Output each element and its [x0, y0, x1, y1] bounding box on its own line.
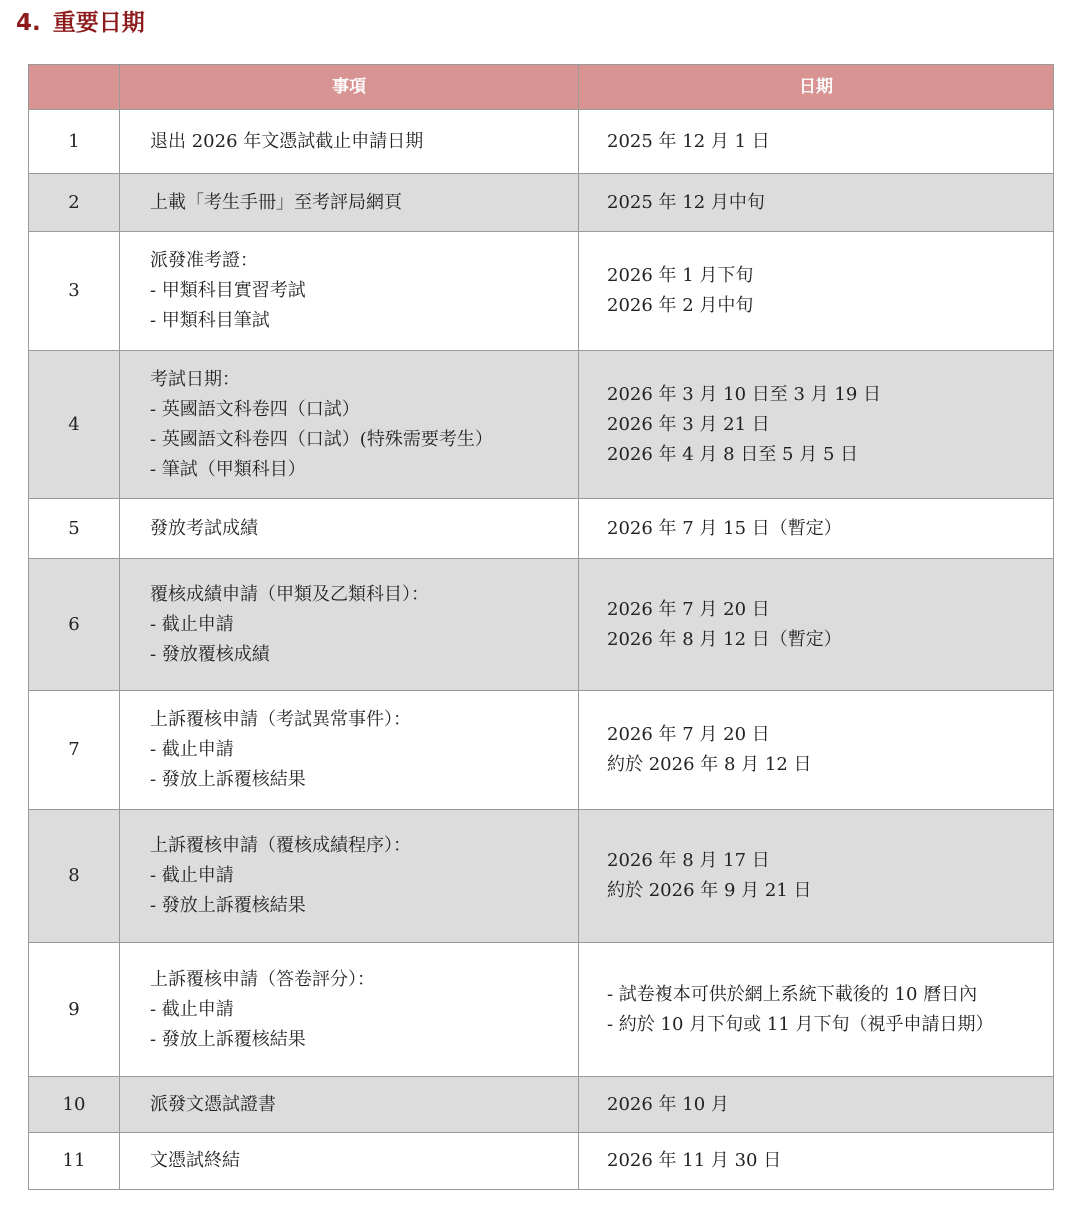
- row-item: [120, 499, 579, 559]
- item-line: - 截止申請: [150, 998, 234, 1020]
- item-line: - 發放覆核成績: [150, 643, 270, 665]
- row-item: [120, 559, 579, 691]
- date-line: 2025 年 12 月中旬: [607, 191, 765, 213]
- item-line: - 截止申請: [150, 613, 234, 635]
- row-item: [120, 943, 579, 1077]
- date-line: 2026 年 8 月 17 日: [607, 850, 770, 871]
- date-line: 2026 年 3 月 10 日至 3 月 19 日: [607, 383, 882, 405]
- item-line: 派發文憑試證書: [150, 1093, 276, 1115]
- row-date: [579, 1133, 1054, 1190]
- row-number: 3: [29, 232, 120, 351]
- date-line: - 試卷複本可供於網上系統下載後的 10 曆日內: [607, 983, 978, 1005]
- date-line: 2026 年 1 月下旬: [607, 265, 754, 286]
- row-date: [579, 1077, 1054, 1133]
- row-number: 11: [29, 1133, 120, 1190]
- row-date: [579, 351, 1054, 499]
- item-line: 覆核成績申請（甲類及乙類科目）：: [150, 583, 429, 605]
- table-row: [29, 943, 1054, 1077]
- table-row: [29, 1133, 1054, 1190]
- row-number: 6: [29, 559, 120, 691]
- row-item: [120, 810, 579, 943]
- date-line: 2026 年 3 月 21 日: [607, 413, 770, 435]
- row-item: [120, 174, 579, 232]
- row-number: 2: [29, 174, 120, 232]
- table-row: [29, 810, 1054, 943]
- item-line: - 甲類科目實習考試: [150, 280, 306, 301]
- item-line: - 發放上訴覆核結果: [150, 769, 306, 790]
- table-row: [29, 232, 1054, 351]
- item-line: 派發准考證：: [150, 250, 258, 271]
- date-line: - 約於 10 月下旬或 11 月下旬（視乎申請日期）: [607, 1013, 994, 1035]
- item-line: 考試日期：: [150, 368, 240, 390]
- date-line: 2026 年 7 月 15 日（暫定）: [607, 517, 842, 539]
- header-number: [29, 65, 120, 110]
- item-line: - 英國語文科卷四（口試）: [150, 398, 360, 420]
- date-line: 2026 年 7 月 20 日: [607, 724, 770, 745]
- header-date: 日期: [579, 65, 1054, 110]
- row-number: 10: [29, 1077, 120, 1133]
- row-date: [579, 810, 1054, 943]
- section-title: 重要日期: [52, 10, 145, 36]
- date-line: 2026 年 2 月中旬: [607, 295, 754, 316]
- date-line: 2026 年 11 月 30 日: [607, 1150, 782, 1171]
- table-row: [29, 351, 1054, 499]
- item-line: - 英國語文科卷四（口試）(特殊需要考生）: [150, 428, 493, 450]
- row-item: [120, 351, 579, 499]
- item-line: - 截止申請: [150, 739, 234, 760]
- table-row: [29, 499, 1054, 559]
- date-line: 約於 2026 年 8 月 12 日: [607, 754, 812, 775]
- item-line: 上載「考生手冊」至考評局網頁: [150, 191, 402, 213]
- row-number: 7: [29, 691, 120, 810]
- row-date: [579, 110, 1054, 174]
- row-date: [579, 943, 1054, 1077]
- date-line: 2025 年 12 月 1 日: [607, 130, 770, 152]
- date-line: 2026 年 10 月: [607, 1093, 729, 1115]
- item-line: - 發放上訴覆核結果: [150, 895, 306, 916]
- important-dates-table: [28, 64, 1054, 1190]
- row-number: 8: [29, 810, 120, 943]
- date-line: 2026 年 4 月 8 日至 5 月 5 日: [607, 443, 859, 465]
- table-row: [29, 110, 1054, 174]
- row-number: 4: [29, 351, 120, 499]
- row-date: [579, 559, 1054, 691]
- row-number: 9: [29, 943, 120, 1077]
- row-number: 5: [29, 499, 120, 559]
- date-line: 2026 年 7 月 20 日: [607, 598, 770, 620]
- table-header-row: [29, 65, 1054, 110]
- item-line: - 筆試（甲類科目）: [150, 458, 306, 480]
- item-line: 上訴覆核申請（覆核成績程序）：: [150, 835, 411, 856]
- row-date: [579, 499, 1054, 559]
- date-line: 約於 2026 年 9 月 21 日: [607, 880, 812, 901]
- table-row: [29, 1077, 1054, 1133]
- row-item: [120, 691, 579, 810]
- row-item: [120, 1133, 579, 1190]
- section-heading: [16, 6, 145, 40]
- table-row: [29, 174, 1054, 232]
- row-item: [120, 232, 579, 351]
- row-date: [579, 232, 1054, 351]
- section-number: 4.: [16, 10, 41, 36]
- item-line: - 發放上訴覆核結果: [150, 1028, 306, 1050]
- item-line: 文憑試終結: [150, 1150, 240, 1171]
- table-row: [29, 691, 1054, 810]
- item-line: - 截止申請: [150, 865, 234, 886]
- table-row: [29, 559, 1054, 691]
- item-line: 上訴覆核申請（考試異常事件）：: [150, 709, 411, 730]
- item-line: 退出 2026 年文憑試截止申請日期: [150, 130, 424, 152]
- header-item: 事項: [120, 65, 579, 110]
- row-date: [579, 691, 1054, 810]
- date-line: 2026 年 8 月 12 日（暫定）: [607, 628, 842, 650]
- item-line: - 甲類科目筆試: [150, 310, 270, 331]
- row-date: [579, 174, 1054, 232]
- item-line: 上訴覆核申請（答卷評分）：: [150, 968, 375, 990]
- row-item: [120, 110, 579, 174]
- row-number: 1: [29, 110, 120, 174]
- item-line: 發放考試成績: [150, 517, 258, 539]
- row-item: [120, 1077, 579, 1133]
